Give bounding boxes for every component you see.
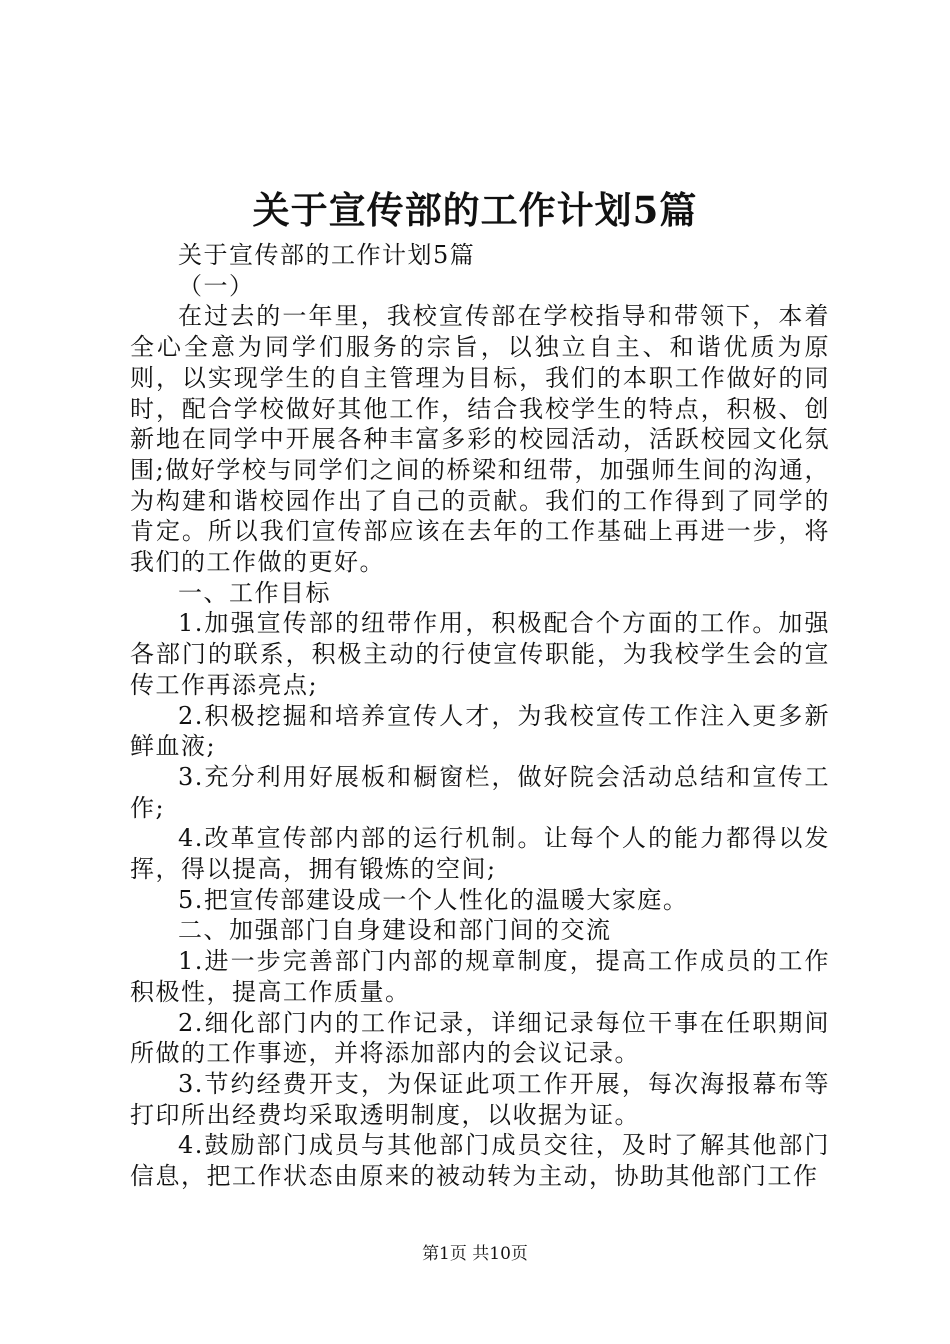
page-footer: 第1页 共10页 bbox=[422, 1244, 528, 1264]
paragraph-intro: 在过去的一年里，我校宣传部在学校指导和带领下，本着全心全意为同学们服务的宗旨，以独立自主、和谐优质为原则，以实现学生的自主管理为目标，我们的本职工作做好的同时，配合学校做好其他工作，结合我校学生的特点，积极、创新地在同学中开展各种丰富多彩的校园活动，活跃校园文化氛围;做好学校与同学们之间的桥梁和纽带，加强师生间的沟通，为构建和谐校园作出了自己的贡献。我们的工作得到了同学的肯定。所以我们宣传部应该在去年的工作基础上再进一步，将我们的工作做的更好。 bbox=[130, 302, 830, 577]
paragraph-subtitle: 关于宣传部的工作计划5篇 bbox=[178, 241, 476, 269]
page-title: 关于宣传部的工作计划5篇 bbox=[252, 188, 698, 232]
document-body bbox=[130, 240, 830, 1192]
goal-item-5: 5.把宣传部建设成一个人性化的温暖大家庭。 bbox=[178, 885, 689, 914]
paragraph-section-marker: （一） bbox=[178, 271, 255, 300]
section-heading-goals: 一、工作目标 bbox=[178, 578, 331, 607]
communication-item-3: 3.节约经费开支，为保证此项工作开展，每次海报幕布等打印所出经费均采取透明制度，以收据为证。 bbox=[130, 1069, 830, 1129]
section-heading-communication: 二、加强部门自身建设和部门间的交流 bbox=[178, 916, 612, 945]
communication-item-2: 2.细化部门内的工作记录，详细记录每位干事在任职期间所做的工作事迹，并将添加部内的会议记录。 bbox=[130, 1008, 830, 1068]
goal-item-2: 2.积极挖掘和培养宣传人才，为我校宣传工作注入更多新鲜血液; bbox=[130, 701, 830, 761]
goal-item-3: 3.充分利用好展板和橱窗栏，做好院会活动总结和宣传工作; bbox=[130, 762, 830, 822]
goal-item-1: 1.加强宣传部的纽带作用，积极配合个方面的工作。加强各部门的联系，积极主动的行使宣传职能，为我校学生会的宣传工作再添亮点; bbox=[130, 609, 830, 699]
communication-item-1: 1.进一步完善部门内部的规章制度，提高工作成员的工作积极性，提高工作质量。 bbox=[130, 947, 830, 1006]
goal-item-4: 4.改革宣传部内部的运行机制。让每个人的能力都得以发挥，得以提高，拥有锻炼的空间; bbox=[130, 824, 830, 884]
communication-item-4: 4.鼓励部门成员与其他部门成员交往，及时了解其他部门信息，把工作状态由原来的被动转为主动，协助其他部门工作 bbox=[130, 1131, 830, 1191]
